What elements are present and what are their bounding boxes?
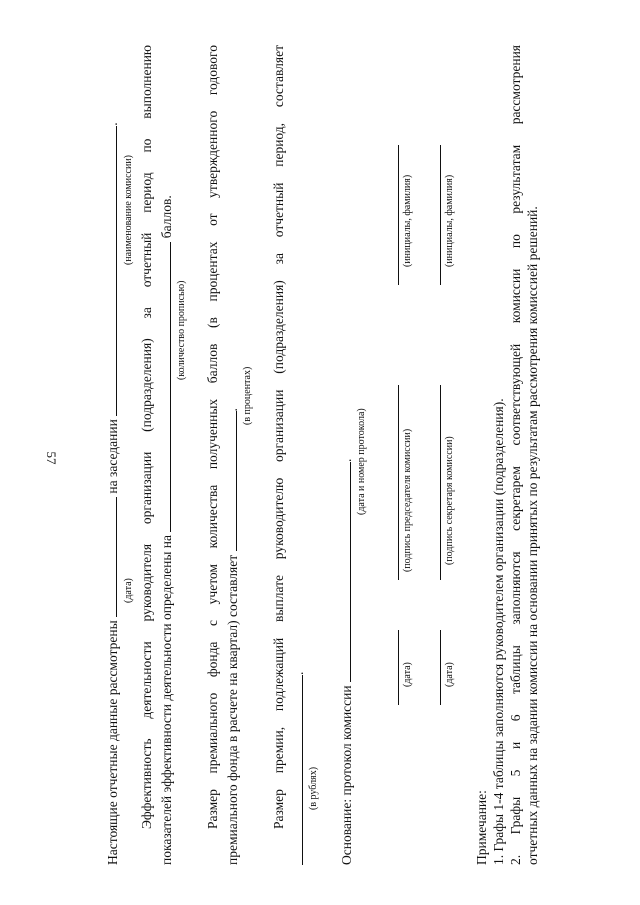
note-2-line-1: 2. Графы 5 и 6 таблицы заполняются секретарем соответствующей комиссии по результатам рассмотрения (508, 45, 523, 865)
fund-text: премиального фонда в расчете на квартал) составляет (225, 554, 240, 865)
chairman-date-line[interactable] (398, 630, 399, 705)
percent-caption: (в процентах) (242, 366, 253, 425)
basis-label: Основание: протокол комиссии (339, 685, 354, 865)
fund-line-2: премиального фонда в расчете на квартал) составляет . (222, 45, 242, 865)
secretary-name-line[interactable] (440, 145, 441, 285)
report-text: Настоящие отчетные данные рассмотрены (105, 620, 120, 865)
efficiency-line-2 (156, 45, 176, 865)
note-2-line-2: отчетных данных на задании комиссии на основании принятых по результатам рассмотрения комиссией решений. (525, 206, 540, 865)
protocol-caption: (дата и номер протокола) (356, 408, 367, 515)
secretary-date-caption: (дата) (444, 662, 455, 687)
note-1: 1. Графы 1-4 таблицы заполняются руководителем организации (подразделения). (491, 398, 506, 865)
score-blank[interactable] (156, 242, 171, 532)
secretary-date-line[interactable] (440, 630, 441, 705)
page-number: 57 (44, 451, 59, 465)
date-blank[interactable] (102, 497, 117, 617)
rubles-blank[interactable] (288, 675, 303, 865)
rubles-caption: (в рублях) (308, 766, 319, 810)
efficiency-line-1: Эффективность деятельности руководителя организации (подразделения) за отчетный период по выполнению (139, 45, 154, 829)
secretary-signature-caption: (подпись секретаря комиссии) (444, 436, 455, 565)
report-text-2: на заседании (105, 419, 120, 494)
notes-title: Примечание: (474, 790, 489, 865)
bonus-line-1: Размер премии, подлежащий выплате руководителю организации (подразделения) за отчетный период, составляет (271, 45, 286, 829)
protocol-blank[interactable] (336, 462, 351, 682)
chairman-date-caption: (дата) (402, 662, 413, 687)
fund-line-1: Размер премиального фонда с учетом количества полученных баллов (в процентах от утвержденного годового (205, 45, 220, 829)
count-caption: (количество прописью) (176, 280, 187, 380)
document-body (100, 45, 560, 865)
commission-blank[interactable] (102, 126, 117, 416)
commission-caption: (наименование комиссии) (123, 154, 134, 265)
percent-blank[interactable] (222, 412, 237, 552)
efficiency-text: показателей эффективности деятельности определены на (159, 535, 174, 865)
secretary-name-caption: (инициалы, фамилия) (444, 174, 455, 267)
chairman-name-line[interactable] (398, 145, 399, 285)
basis-line: Основание: протокол комиссии . (336, 45, 356, 865)
chairman-signature-line[interactable] (398, 385, 399, 580)
bonus-line-2: . (288, 45, 308, 865)
secretary-signature-line[interactable] (440, 385, 441, 580)
chairman-name-caption: (инициалы, фамилия) (402, 174, 413, 267)
efficiency-end: баллов. (159, 195, 174, 239)
date-caption: (дата) (123, 578, 134, 603)
chairman-signature-caption: (подпись председателя комиссии) (402, 428, 413, 572)
report-line: Настоящие отчетные данные рассмотрены на заседании . (102, 45, 122, 865)
